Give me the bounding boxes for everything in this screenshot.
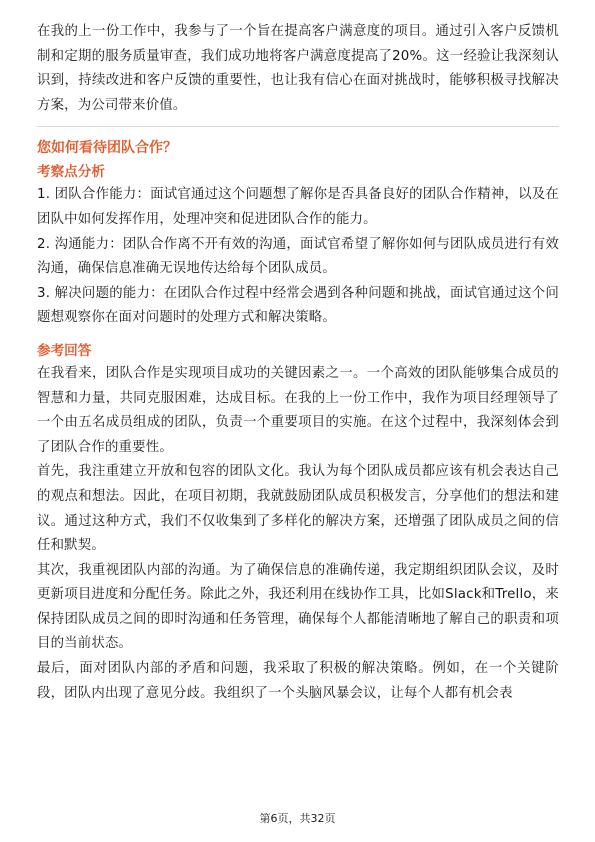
reference-paragraph-4: 最后，面对团队内部的矛盾和问题，我采取了积极的解决策略。例如，在一个关键阶段，团队内出现了意见分歧。我组织了一个头脑风暴会议，让每个人都有机会表 — [37, 661, 559, 701]
reference-paragraph-3: 其次，我重视团队内部的沟通。为了确保信息的准确传递，我定期组织团队会议，及时更新项目进度和分配任务。除此之外，我还利用在线协作工具，比如Slack和Trello，来保持团队成员之间的即时沟通和任务管理，确保每个人都能清晰地了解自己的职责和项目的当前状态。 — [37, 562, 559, 652]
reference-paragraph-2: 首先，我注重建立开放和包容的团队文化。我认为每个团队成员都应该有机会表达自己的观点和想法。因此，在项目初期，我就鼓励团队成员积极发言，分享他们的想法和建议。通过这种方式，我们不仅收集到了多样化的解决方案，还增强了团队成员之间的信任和默契。 — [37, 464, 559, 554]
question-title: 您如何看待团队合作？ — [37, 140, 177, 157]
reference-heading: 参考回答 — [37, 342, 92, 359]
section-divider — [37, 126, 559, 127]
intro-paragraph: 在我的上一份工作中，我参与了一个旨在提高客户满意度的项目。通过引入客户反馈机制和定期的服务质量审查，我们成功地将客户满意度提高了20%。这一经验让我深刻认识到，持续改进和客户反馈的重要性，也让我有信心在面对挑战时，能够积极寻找解决方案，为公司带来价值。 — [37, 24, 559, 113]
analysis-heading: 考察点分析 — [37, 164, 105, 181]
analysis-point-1: 1. 团队合作能力：面试官通过这个问题想了解你是否具备良好的团队合作精神，以及在团队中如何发挥作用，处理冲突和促进团队合作的能力。 — [37, 187, 559, 227]
page-number: 第6页，共32页 — [259, 812, 336, 825]
analysis-point-2: 2. 沟通能力：团队合作离不开有效的沟通，面试官希望了解你如何与团队成员进行有效沟通，确保信息准确无误地传达给每个团队成员。 — [37, 236, 559, 277]
page-content — [37, 20, 559, 706]
reference-paragraph-1: 在我看来，团队合作是实现项目成功的关键因素之一。一个高效的团队能够集合成员的智慧和力量，共同克服困难，达成目标。在我的上一份工作中，我作为项目经理领导了一个由五名成员组成的团队，负责一个重要项目的实施。在这个过程中，我深刻体会到了团队合作的重要性。 — [37, 365, 559, 455]
analysis-point-3: 3. 解决问题的能力：在团队合作过程中经常会遇到各种问题和挑战，面试官通过这个问题想观察你在面对问题时的处理方式和解决策略。 — [37, 285, 559, 326]
spacer — [37, 331, 559, 338]
page-footer — [0, 812, 595, 826]
